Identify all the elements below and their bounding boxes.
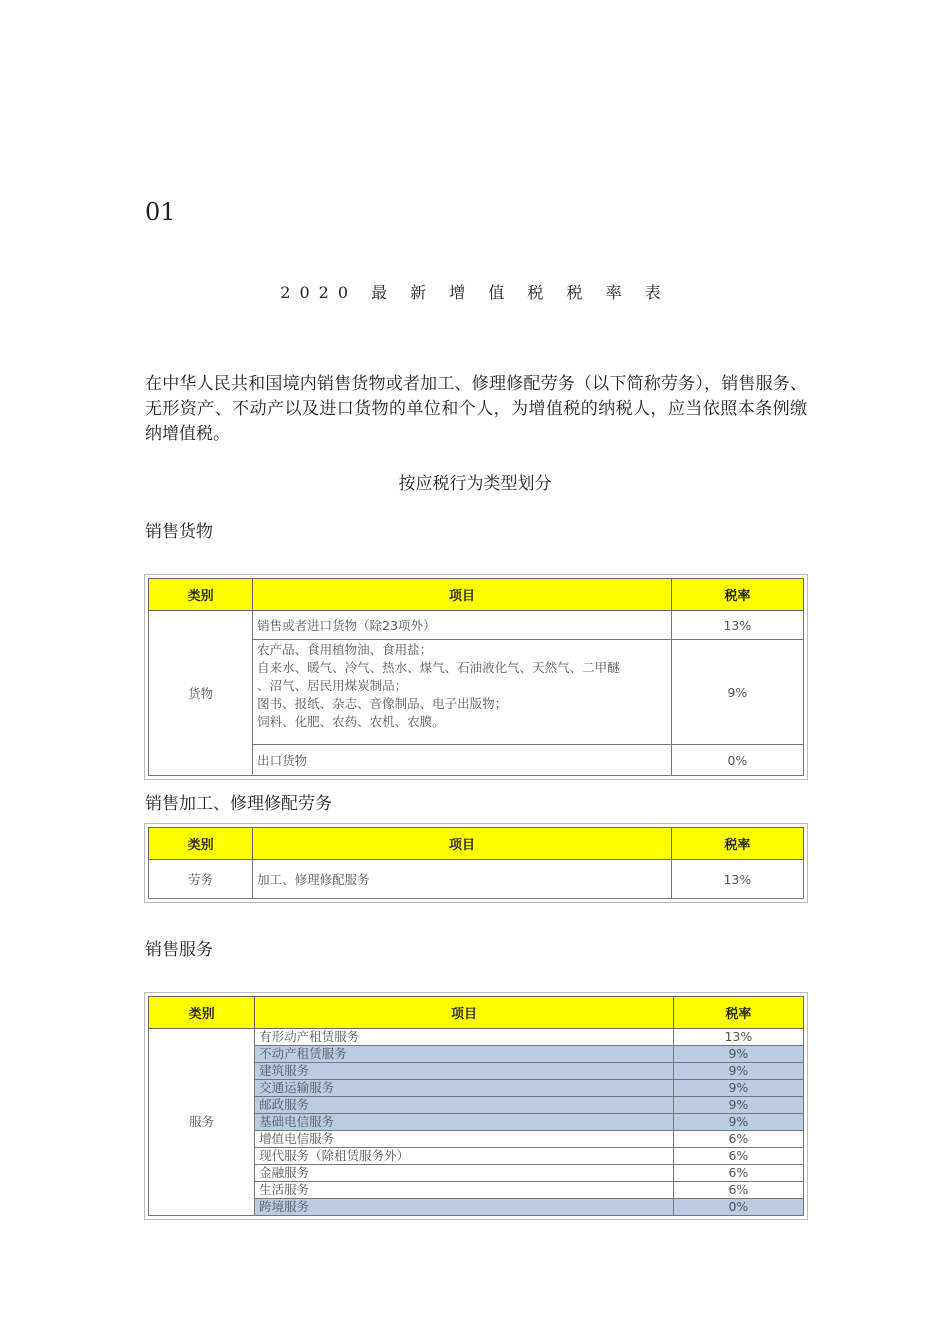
table-row	[149, 1029, 804, 1046]
document-title: 2020 最 新 增 值 税 税 率 表	[280, 283, 670, 302]
item-cell: 金融服务	[255, 1165, 674, 1182]
item-cell: 交通运输服务	[255, 1080, 674, 1097]
rate-cell: 9%	[671, 640, 803, 745]
header-item: 项目	[253, 828, 672, 860]
rate-cell: 13%	[673, 1029, 803, 1046]
item-cell: 增值电信服务	[255, 1131, 674, 1148]
item-line: 图书、报纸、杂志、音像制品、电子出版物；	[257, 696, 508, 711]
category-cell-goods: 货物	[149, 611, 253, 776]
item-cell: 现代服务（除租赁服务外）	[255, 1148, 674, 1165]
page-number: 01	[145, 198, 176, 226]
header-item: 项目	[253, 579, 672, 611]
item-cell: 建筑服务	[255, 1063, 674, 1080]
rate-cell: 6%	[673, 1148, 803, 1165]
item-cell: 基础电信服务	[255, 1114, 674, 1131]
labor-rate-table	[144, 823, 808, 903]
rate-cell: 9%	[673, 1046, 803, 1063]
rate-cell: 13%	[671, 611, 803, 640]
header-rate: 税率	[673, 997, 803, 1029]
category-cell-labor: 劳务	[149, 860, 253, 899]
table-row	[149, 860, 804, 899]
item-cell: 跨境服务	[255, 1199, 674, 1216]
item-cell: 销售或者进口货物（除23项外）	[253, 611, 672, 640]
rate-cell: 9%	[673, 1080, 803, 1097]
item-cell: 不动产租赁服务	[255, 1046, 674, 1063]
intro-paragraph: 在中华人民共和国境内销售货物或者加工、修理修配劳务（以下简称劳务），销售服务、无形资产、不动产以及进口货物的单位和个人，为增值税的纳税人，应当依照本条例缴纳增值税。	[145, 374, 807, 444]
table-header-row	[149, 579, 804, 611]
category-cell-services: 服务	[149, 1029, 255, 1216]
rate-cell: 9%	[673, 1097, 803, 1114]
header-category: 类别	[149, 828, 253, 860]
item-line: 饲料、化肥、农药、农机、农膜。	[257, 714, 445, 729]
rate-cell: 6%	[673, 1182, 803, 1199]
rate-cell: 6%	[673, 1165, 803, 1182]
header-item: 项目	[255, 997, 674, 1029]
services-rate-table	[144, 992, 808, 1220]
rate-cell: 9%	[673, 1063, 803, 1080]
header-category: 类别	[149, 997, 255, 1029]
goods-rate-table	[144, 574, 808, 780]
table-header-row	[149, 828, 804, 860]
item-cell: 生活服务	[255, 1182, 674, 1199]
table-header-row	[149, 997, 804, 1029]
rate-cell: 6%	[673, 1131, 803, 1148]
item-cell: 邮政服务	[255, 1097, 674, 1114]
header-category: 类别	[149, 579, 253, 611]
item-cell: 有形动产租赁服务	[255, 1029, 674, 1046]
classification-subheading: 按应税行为类型划分	[398, 474, 552, 494]
services-section-heading: 销售服务	[145, 940, 213, 960]
item-line: 自来水、暖气、冷气、热水、煤气、石油液化气、天然气、二甲醚	[257, 660, 620, 675]
rate-cell: 0%	[671, 745, 803, 776]
labor-section-heading: 销售加工、修理修配劳务	[145, 794, 332, 814]
table-row	[149, 611, 804, 640]
item-cell-multiline	[253, 640, 672, 745]
item-line: 农产品、食用植物油、食用盐；	[257, 642, 433, 657]
item-cell: 加工、修理修配服务	[253, 860, 672, 899]
header-rate: 税率	[671, 828, 803, 860]
rate-cell: 9%	[673, 1114, 803, 1131]
item-line: 、沼气、居民用煤炭制品；	[257, 678, 408, 693]
rate-cell: 13%	[671, 860, 803, 899]
item-cell: 出口货物	[253, 745, 672, 776]
header-rate: 税率	[671, 579, 803, 611]
goods-section-heading: 销售货物	[145, 522, 213, 542]
rate-cell: 0%	[673, 1199, 803, 1216]
